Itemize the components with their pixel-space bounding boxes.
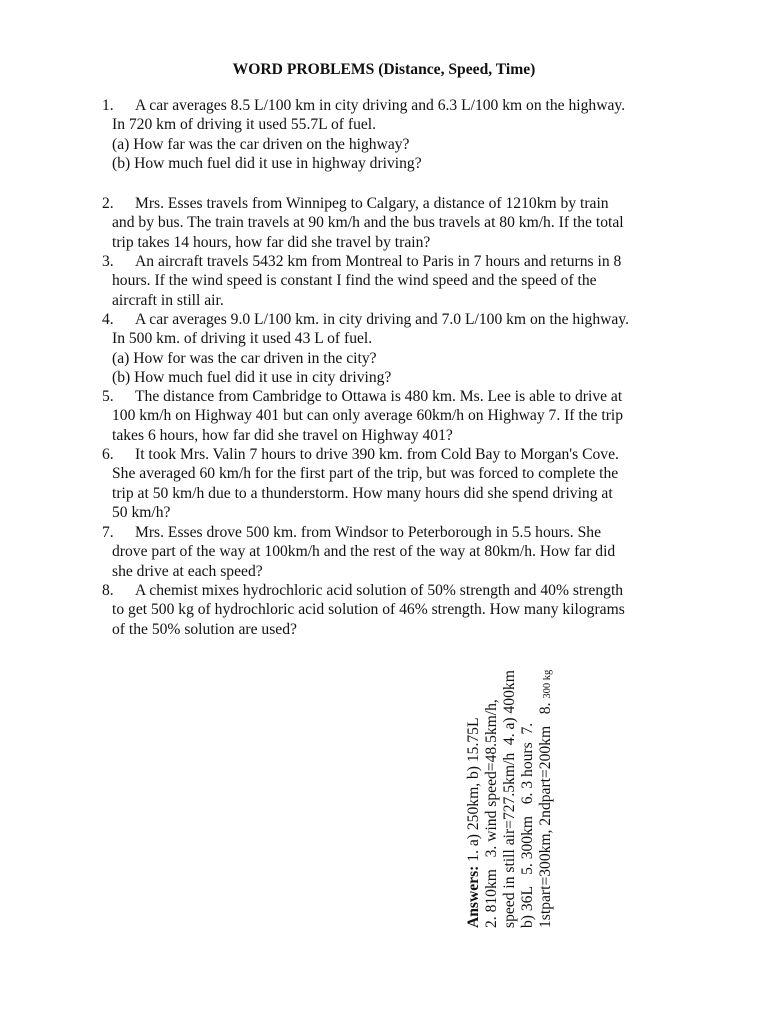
problem-text: aircraft in still air. <box>112 291 224 309</box>
problem-text: drove part of the way at 100km/h and the rest of the way at 80km/h. How far did <box>112 543 616 561</box>
problem-text: A chemist mixes hydrochloric acid solution of 50% strength and 40% strength <box>135 582 624 599</box>
problem-text: Mrs. Esses travels from Winnipeg to Calgary, a distance of 1210km by train <box>135 195 609 212</box>
problem-text: (a) How far was the car driven on the highway? <box>112 135 410 153</box>
problem-text: trip takes 14 hours, how far did she travel by train? <box>112 233 431 251</box>
problem-6 <box>102 445 662 523</box>
answers-label: Answers: <box>465 865 482 928</box>
problem-text: takes 6 hours, how far did she travel on Highway 401? <box>112 426 453 444</box>
problem-7 <box>102 523 662 581</box>
problem-text: hours. If the wind speed is constant I find the wind speed and the speed of the <box>112 272 597 290</box>
answer-line <box>537 638 557 928</box>
problem-text: of the 50% solution are used? <box>112 620 297 638</box>
problem-text: The distance from Cambridge to Ottawa is 480 km. Ms. Lee is able to drive at <box>135 388 623 405</box>
problem-text: An aircraft travels 5432 km from Montreal to Paris in 7 hours and returns in 8 <box>135 253 622 270</box>
problem-2 <box>102 194 662 252</box>
problem-text: In 720 km of driving it used 55.7L of fuel. <box>112 116 377 134</box>
problem-1 <box>102 96 662 174</box>
answer-line: 2. 810km 3. wind speed=48.5km/h, <box>483 699 500 928</box>
problem-number: 8. <box>102 582 114 599</box>
problem-text: (b) How much fuel did it use in city driving? <box>112 369 392 387</box>
answer-line <box>465 638 483 928</box>
problem-number: 6. <box>102 446 114 463</box>
problem-3 <box>102 252 662 310</box>
problem-text: It took Mrs. Valin 7 hours to drive 390 km. from Cold Bay to Morgan's Cove. <box>135 446 619 463</box>
problem-text: (b) How much fuel did it use in highway driving? <box>112 155 422 173</box>
answer-line: b) 36L 5. 300km 6. 3 hours 7. <box>519 722 536 928</box>
problem-text: she drive at each speed? <box>112 562 263 580</box>
problem-text: A car averages 8.5 L/100 km in city driving and 6.3 L/100 km on the highway. <box>135 97 626 114</box>
problem-text: 100 km/h on Highway 401 but can only average 60km/h on Highway 7. If the trip <box>112 407 624 425</box>
problem-text: to get 500 kg of hydrochloric acid solution of 46% strength. How many kilograms <box>112 601 625 619</box>
problem-text: 50 km/h? <box>112 504 171 522</box>
answer-line: speed in still air=727.5km/h 4. a) 400km <box>501 670 518 928</box>
problem-text: and by bus. The train travels at 90 km/h and the bus travels at 80 km/h. If the total <box>112 214 624 232</box>
problem-number: 3. <box>102 253 114 270</box>
problem-number: 5. <box>102 388 114 405</box>
problem-text: Mrs. Esses drove 500 km. from Windsor to Peterborough in 5.5 hours. She <box>135 524 601 541</box>
worksheet-title: WORD PROBLEMS (Distance, Speed, Time) <box>232 61 536 78</box>
problem-text: She averaged 60 km/h for the first part of the trip, but was forced to complete the <box>112 465 619 483</box>
problem-number: 4. <box>102 311 114 328</box>
answer-key <box>465 638 557 928</box>
problem-number: 1. <box>102 97 114 114</box>
problem-4 <box>102 310 662 388</box>
problem-text: A car averages 9.0 L/100 km. in city driving and 7.0 L/100 km on the highway. <box>135 311 629 328</box>
answer-text: 1. a) 250km, b) 15.75L <box>465 717 482 862</box>
problem-8 <box>102 581 662 639</box>
answer-text-small: 300 kg <box>542 669 553 699</box>
problem-number: 7. <box>102 524 114 541</box>
problem-number: 2. <box>102 195 114 212</box>
problem-text: (a) How for was the car driven in the city? <box>112 349 377 367</box>
answer-text: 1stpart=300km, 2ndpart=200km 8. <box>537 702 554 928</box>
problem-text: In 500 km. of driving it used 43 L of fuel. <box>112 330 373 348</box>
problem-text: trip at 50 km/h due to a thunderstorm. How many hours did she spend driving at <box>112 484 613 502</box>
problem-5 <box>102 387 662 445</box>
